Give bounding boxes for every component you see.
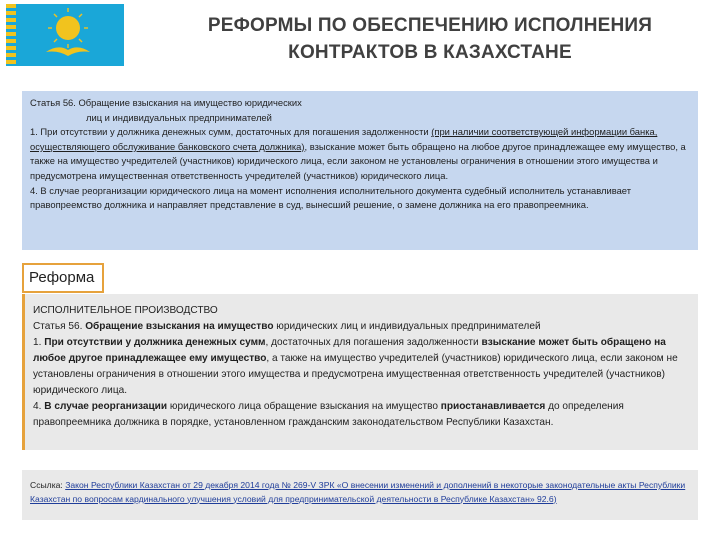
kazakhstan-flag bbox=[6, 4, 124, 66]
new-p1-end: , а также на имущество учредителей (участников) юридического лица, если законом не установлены ограничения в отношении этого имущества и предусмотрена имущественная ответственность учредителей (участников) юридического лица. bbox=[33, 353, 678, 396]
new-p1-mid: , достаточных для погашения задолженности bbox=[265, 337, 482, 348]
new-p4-end: до определения правопреемника должника в порядке, установленном гражданским законодательством Республики Казахстан. bbox=[33, 401, 624, 428]
new-p4-num: 4. bbox=[33, 401, 45, 412]
reform-label: Реформа bbox=[22, 263, 104, 293]
title-line-2: КОНТРАКТОВ В КАЗАХСТАНЕ bbox=[288, 42, 572, 63]
new-p4-mid: юридического лица обращение взыскания на имущество bbox=[167, 401, 441, 412]
reference-panel bbox=[22, 470, 698, 520]
reference-label: Ссылка: bbox=[30, 480, 66, 490]
new-section-heading: ИСПОЛНИТЕЛЬНОЕ ПРОИЗВОДСТВО bbox=[33, 305, 218, 316]
old-article-heading bbox=[30, 96, 690, 111]
page-title bbox=[150, 12, 710, 66]
new-p4-bold1: В случае реорганизации bbox=[44, 401, 168, 412]
old-law-panel bbox=[22, 91, 698, 250]
new-art-rest: юридических лиц и индивидуальных предпринимателей bbox=[273, 321, 541, 332]
new-art-bold: Обращение взыскания на имущество bbox=[85, 321, 274, 332]
new-p1-bold2: взыскание может быть обращено на любое другое принадлежащее ему имущество bbox=[33, 337, 666, 364]
old-p1-underlined: (при наличии соответствующей информации банка, осуществляющего обслуживание банковского счета должника) bbox=[30, 126, 658, 152]
title-line-1: РЕФОРМЫ ПО ОБЕСПЕЧЕНИЮ ИСПОЛНЕНИЯ bbox=[207, 15, 653, 36]
reference-link[interactable]: Закон Республики Казахстан от 29 декабря 2014 года № 269-V ЗРК «О внесении изменений и дополнений в некоторые законодательные акты Республики Казахстан по вопросам кардинального улучшения условий для предпринимательской деятельности в Республике Казахстан» 92.6) bbox=[30, 480, 686, 504]
new-law-panel bbox=[22, 294, 698, 450]
new-p1-num: 1. bbox=[33, 337, 45, 348]
old-paragraph-1 bbox=[30, 125, 690, 183]
old-p1-start: 1. При отсутствии у должника денежных сумм, достаточных для погашения задолженности bbox=[30, 126, 432, 138]
flag-emblem-icon bbox=[6, 4, 124, 66]
new-paragraph-4 bbox=[33, 399, 690, 431]
new-art-prefix: Статья 56. bbox=[33, 321, 86, 332]
old-p1-end: , взыскание может быть обращено на любое другое принадлежащее ему имущество, а также на имущество учредителей (участников) юридического лица, если законом не установлены ограничения в отношении этого имущества и предусмотрена имущественная ответственность учредителей (участников) юридического лица. bbox=[30, 140, 686, 181]
old-article-heading-line2: лиц и индивидуальных предпринимателей bbox=[86, 111, 272, 123]
new-p1-bold1: При отсутствии у должника денежных сумм bbox=[44, 337, 266, 348]
old-paragraph-4: 4. В случае реорганизации юридического лица на момент исполнения исполнительного документа судебный исполнитель устанавливает правопреемство должника и направляет представление в суд, вынесший решение, о замене должника на его правопреемника. bbox=[30, 184, 631, 211]
old-article-heading-line1: Статья 56. Обращение взыскания на имущество юридических bbox=[30, 97, 302, 108]
new-p4-bold2: приостанавливается bbox=[440, 401, 546, 412]
new-paragraph-1 bbox=[33, 335, 690, 399]
new-article-heading bbox=[33, 319, 690, 335]
